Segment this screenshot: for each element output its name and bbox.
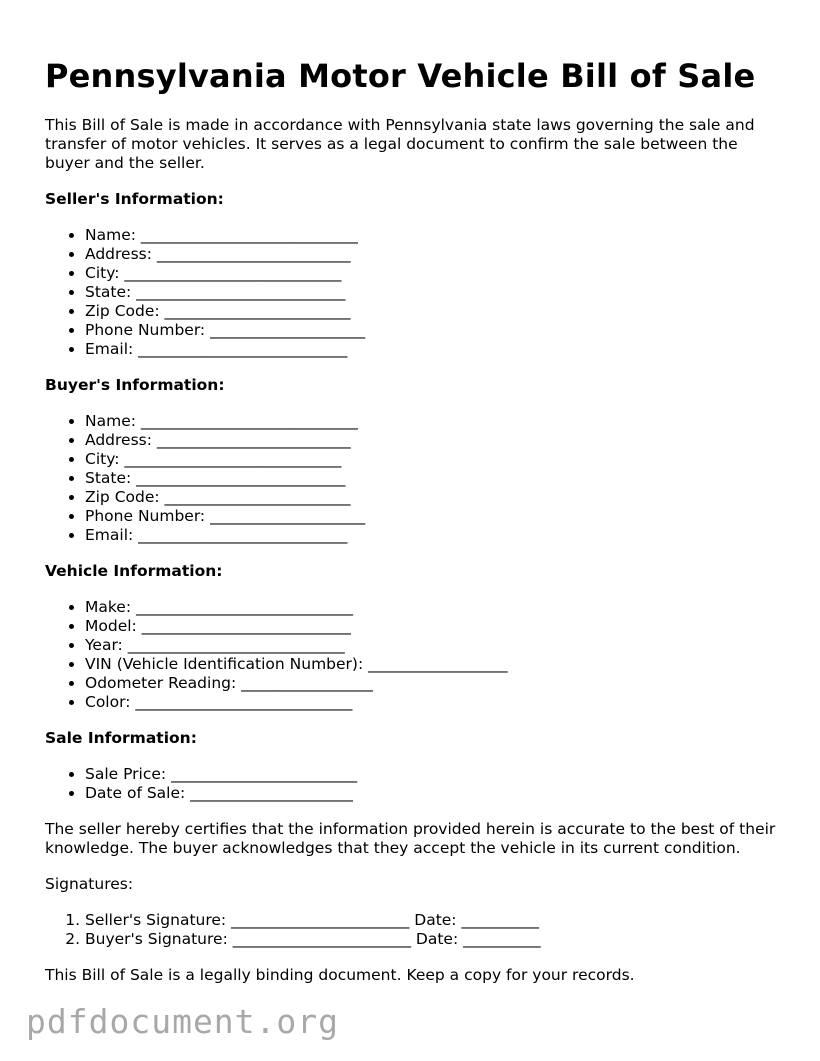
watermark-logo: pdfdocument.org <box>26 1002 340 1041</box>
seller-zip-field: • Zip Code: ________________________ <box>85 302 785 321</box>
buyer-heading: Buyer's Information: <box>45 376 225 394</box>
seller-email-field: • Email: ___________________________ <box>85 340 785 359</box>
vehicle-make-field: • Make: ____________________________ <box>85 598 785 617</box>
seller-name-field: • Name: ____________________________ <box>85 226 785 245</box>
seller-city-field: • City: ____________________________ <box>85 264 785 283</box>
intro-paragraph: This Bill of Sale is made in accordance with Pennsylvania state laws governing the sale and transfer of motor vehicles. It serves as a legal document to confirm the sale between the buyer and the seller. <box>45 116 755 172</box>
footer-note: This Bill of Sale is a legally binding document. Keep a copy for your records. <box>45 966 635 984</box>
buyer-email-field: • Email: ___________________________ <box>85 526 785 545</box>
seller-state-field: • State: ___________________________ <box>85 283 785 302</box>
document-page <box>45 54 785 985</box>
buyer-city-field: • City: ____________________________ <box>85 450 785 469</box>
sale-price-field: • Sale Price: ________________________ <box>85 765 785 784</box>
buyer-name-field: • Name: ____________________________ <box>85 412 785 431</box>
buyer-zip-field: • Zip Code: ________________________ <box>85 488 785 507</box>
sale-fields-list <box>45 765 785 803</box>
buyer-state-field: • State: ___________________________ <box>85 469 785 488</box>
signatures-heading: Signatures: <box>45 875 134 893</box>
vehicle-vin-field: • VIN (Vehicle Identification Number): __________________ <box>85 655 785 674</box>
seller-fields-list <box>45 226 785 359</box>
seller-address-field: • Address: _________________________ <box>85 245 785 264</box>
document-title: Pennsylvania Motor Vehicle Bill of Sale <box>45 57 756 95</box>
seller-heading: Seller's Information: <box>45 190 224 208</box>
sale-date-field: • Date of Sale: _____________________ <box>85 784 785 803</box>
vehicle-fields-list <box>45 598 785 712</box>
seller-phone-field: • Phone Number: ____________________ <box>85 321 785 340</box>
certification-paragraph: The seller hereby certifies that the information provided herein is accurate to the best of their knowledge. The buyer acknowledges that they accept the vehicle in its current condition. <box>45 820 776 857</box>
buyer-address-field: • Address: _________________________ <box>85 431 785 450</box>
vehicle-year-field: • Year: ____________________________ <box>85 636 785 655</box>
buyer-phone-field: • Phone Number: ____________________ <box>85 507 785 526</box>
vehicle-color-field: • Color: ____________________________ <box>85 693 785 712</box>
vehicle-odometer-field: • Odometer Reading: _________________ <box>85 674 785 693</box>
vehicle-model-field: • Model: ___________________________ <box>85 617 785 636</box>
sale-heading: Sale Information: <box>45 729 197 747</box>
vehicle-heading: Vehicle Information: <box>45 562 223 580</box>
buyer-fields-list <box>45 412 785 545</box>
signatures-list <box>45 911 785 949</box>
buyer-signature-line: 2. Buyer's Signature: _______________________ Date: __________ <box>85 930 785 949</box>
seller-signature-line: 1. Seller's Signature: _______________________ Date: __________ <box>85 911 785 930</box>
